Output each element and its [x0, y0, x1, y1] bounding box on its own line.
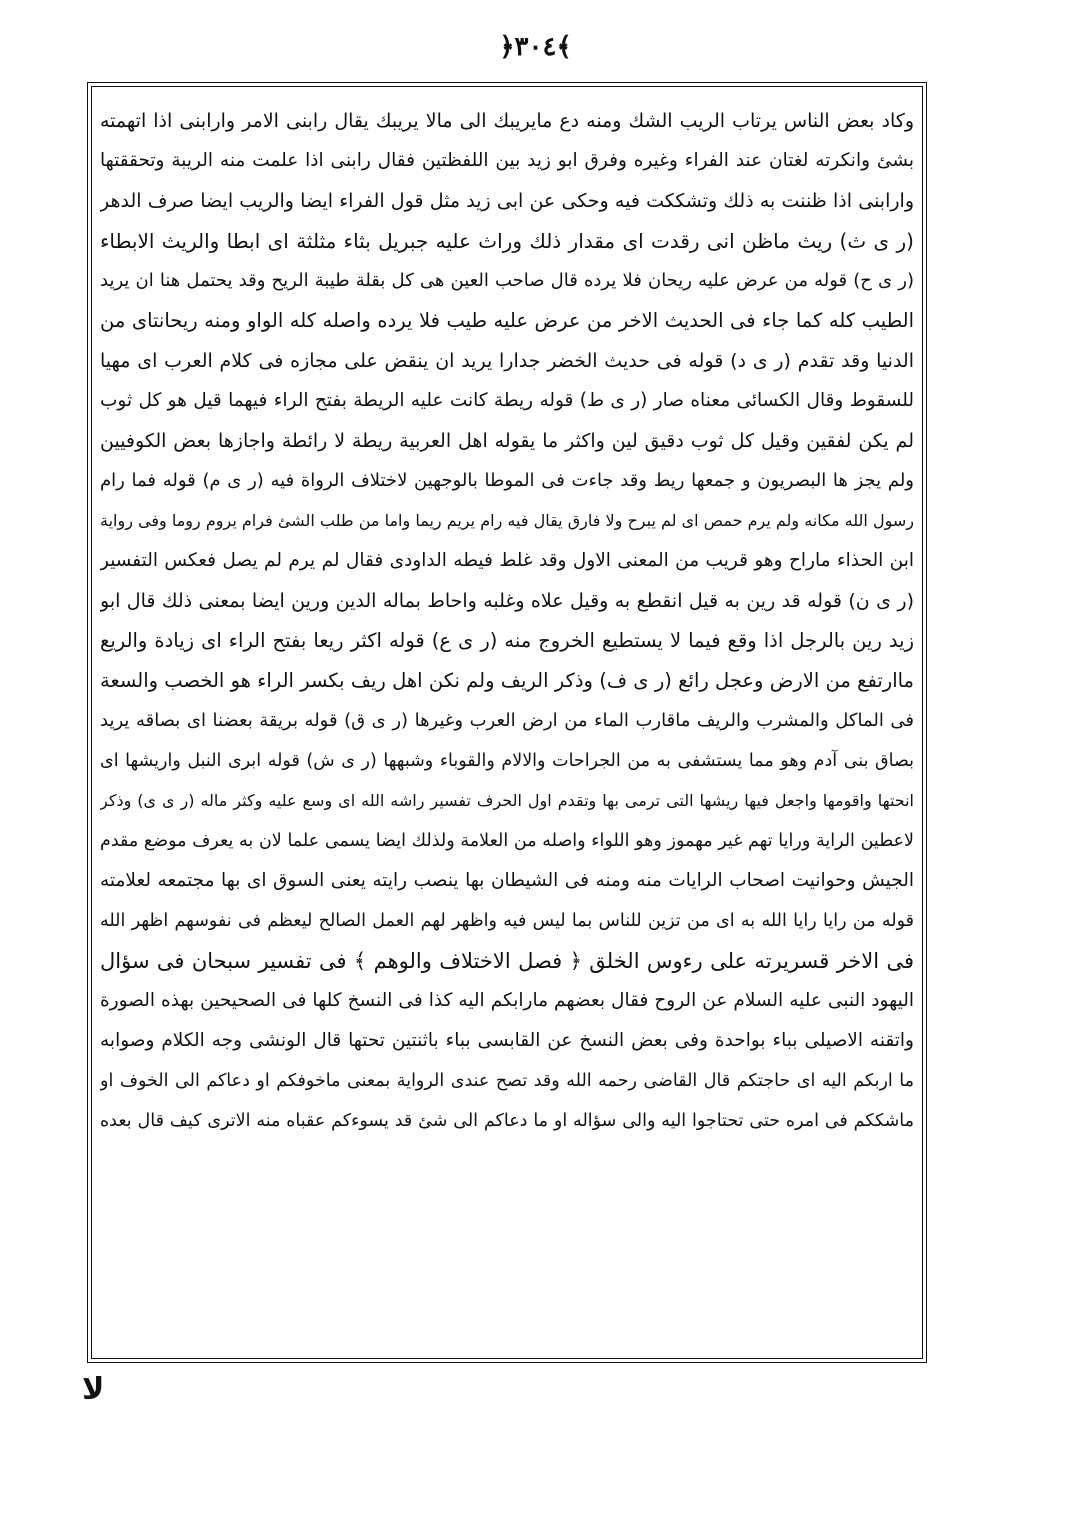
- text-line: وكاد بعض الناس يرتاب الريب الشك ومنه دع مايريبك الى مالا يريبك يقال رابنى الامر وارابنى اذا اتهمته: [100, 110, 914, 132]
- text-line: رسول الله مكانه ولم يرم حمص اى لم يبرح ولا فارق يقال فيه رام يريم ريما واما من طلب الشئ فرام يروم روما وفى رواية: [100, 511, 914, 530]
- text-line: لاعطين الراية ورايا تهم غير مهموز وهو اللواء واصله من العلامة ولذلك ايضا يسمى علما لان به يعرف موضع مقدم: [100, 831, 914, 851]
- text-line: ماشككم فى امره حتى تحتاجوا اليه والى سؤاله او ما دعاكم الى شئ قد يسوءكم عقباه منه الاترى كيف قال بعده: [100, 1111, 914, 1131]
- text-line: (ر ى ث) ريث ماظن انى رقدت اى مقدار ذلك وراث عليه جبريل بثاء مثلثة اى ابطا والريث الابطاء: [100, 229, 914, 253]
- text-line: انحتها واقومها واجعل فيها ريشها التى ترمى بها وتقدم اول الحرف تفسير راشه الله اى وسع عليه وكثر ماله (ر ى ى) وذكر: [100, 791, 914, 810]
- text-line: فى الاخر قسريرته على رءوس الخلق ﴿ فصل الاختلاف والوهم ﴾ فى تفسير سبحان فى سؤال: [100, 949, 914, 973]
- text-line: الجيش وحوانيت اصحاب الرايات منه ومنه فى الشيطان بها ينصب رايته يعنى السوق اى بها مجتمعه لعلامته: [100, 870, 914, 891]
- text-line: ولم يجز ها البصريون و جمعها ريط وقد جاءت فى الموطا بالوجهين لاختلاف الرواة فيه (ر ى م) قوله فما رام: [100, 470, 914, 491]
- text-frame: [91, 86, 923, 1359]
- page-number: ﴿۳۰٤﴾: [499, 32, 572, 62]
- text-line: قوله من رايا رايا الله به اى من تزين للناس بما ليس فيه واظهر لهم العمل الصالح ليعظم فى نفوسهم اظهر الله: [100, 911, 914, 931]
- text-line: لم يكن لفقين وقيل كل ثوب دقيق لين واكثر ما يقوله اهل العربية ريطة لا رائطة واجازها بعض الكوفيين: [100, 430, 914, 452]
- main-text-block: [100, 101, 914, 1141]
- text-line: واتقنه الاصيلى بباء بواحدة وفى بعض النسخ عن القابسى بباء باثنتين تحتها قال الونشى وجه الكلام وصوابه: [100, 1030, 914, 1051]
- text-line: بصاق بنى آدم وهو مما يستشفى به من الجراحات والالام والقوباء وشبهها (ر ى ش) قوله ابرى النبل واريشها اى: [100, 751, 914, 771]
- text-line: (ر ى ن) قوله قد رين به قيل انقطع به وقيل علاه وغلبه واحاط بماله الدين ورين ايضا بمعنى ذلك قال ابو: [100, 590, 914, 612]
- catchword: لا: [82, 1372, 105, 1407]
- text-line: ابن الحذاء ماراح وهو قريب من المعنى الاول وقد غلط فيطه الداودى فقال لم يرم لم يصل فعكس التفسير: [100, 550, 914, 571]
- text-line: بشئ وانكرته لغتان عند الفراء وغيره وفرق ابو زيد بين اللفظتين فقال رابنى اذا علمت منه الريبة وتحققتها: [100, 150, 914, 171]
- text-line: للسقوط وقال الكسائى معناه صار (ر ى ط) قوله ريطة كانت عليه الريطة بفتح الراء فيهما قيل هو كل ثوب: [100, 390, 914, 411]
- text-line: ما اربكم اليه اى حاجتكم قال القاضى رحمه الله وقد تصح عندى الرواية بمعنى ماخوفكم او دعاكم الى الخوف او: [100, 1071, 914, 1091]
- text-line: فى الماكل والمشرب والريف ماقارب الماء من ارض العرب وغيرها (ر ى ق) قوله بريقة بعضنا اى بصاقه يريد: [100, 710, 914, 731]
- text-line: اليهود النبى عليه السلام عن الروح فقال بعضهم مارابكم اليه كذا فى النسخ كلها فى الصحيحين بهذه الصورة: [100, 990, 914, 1011]
- text-line: (ر ى ح) قوله من عرض عليه ريحان فلا يرده قال صاحب العين هى كل بقلة طيبة الريح وقد يحتمل هنا ان يريد: [100, 270, 914, 291]
- text-line: الدنيا وقد تقدم (ر ى د) قوله فى حديث الخضر جدارا يريد ان ينقض على مجازه فى كلام العرب اى مهيا: [100, 350, 914, 372]
- text-line: الطيب كله كما جاء فى الحديث الاخر من عرض عليه طيب فلا يرده واصله كله الواو ومنه ريحانتاى من: [100, 309, 914, 332]
- text-line: ماارتفع من الارض وعجل رائع (ر ى ف) وذكر الريف ولم نكن اهل ريف بكسر الراء هو الخصب والسعة: [100, 669, 914, 692]
- text-line: زيد رين بالرجل اذا وقع فيما لا يستطيع الخروج منه (ر ى ع) قوله اكثر ريعا بفتح الراء اى زيادة والريع: [100, 629, 914, 652]
- text-line: وارابنى اذا ظننت به ذلك وتشككت فيه وحكى عن ابى زيد مثل قول الفراء ايضا والريب ايضا صرف الدهر: [100, 190, 914, 212]
